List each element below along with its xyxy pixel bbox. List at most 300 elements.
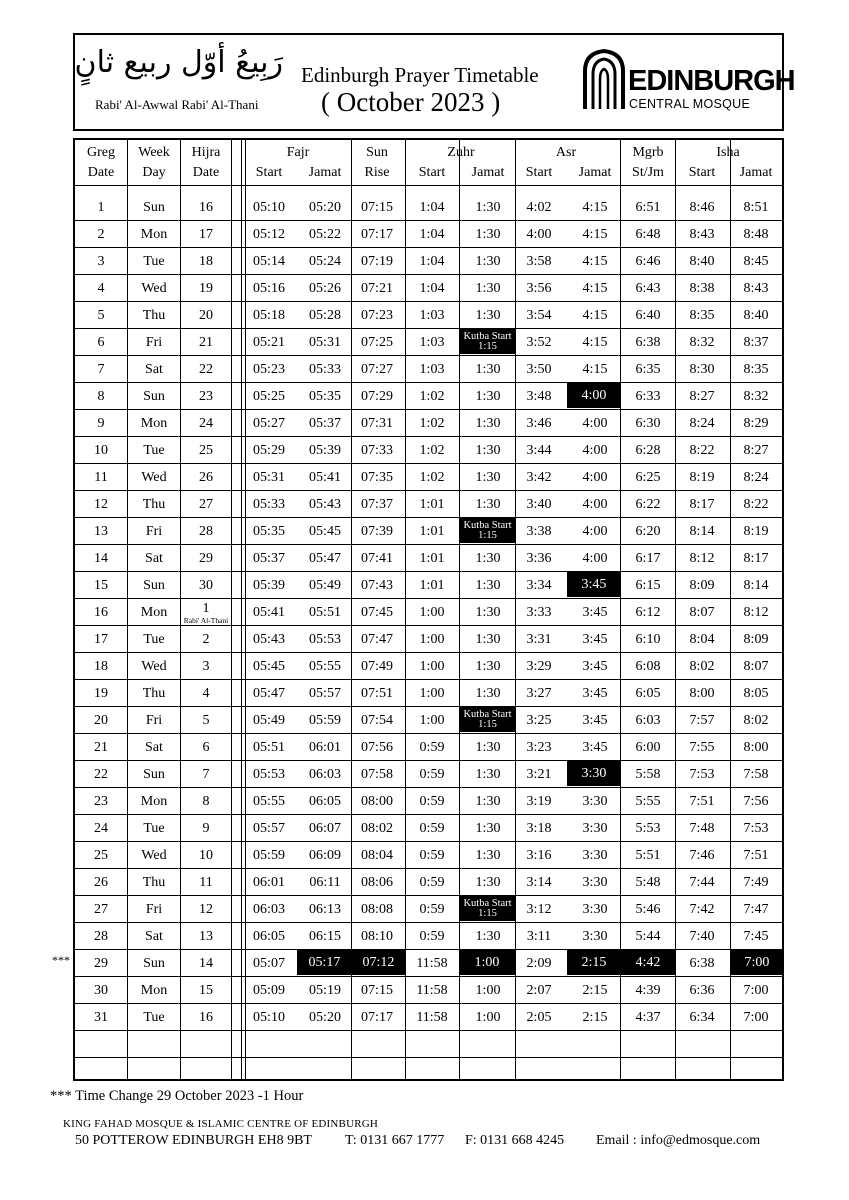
asr-jamat-cell: 3:45 [582,658,608,674]
zuhr-jamat-cell: 1:30 [475,469,501,485]
hijra-date-cell: 22 [199,361,213,377]
fax-number: F: 0131 668 4245 [465,1133,565,1148]
asr-jamat-cell: 4:15 [582,307,608,323]
asr-jamat-cell: 4:15 [582,334,608,350]
kutba-label: Kutba Start [463,330,512,342]
greg-date-cell: 21 [94,739,108,755]
asr-start-cell: 3:23 [526,739,552,755]
isha-start-cell: 8:27 [689,388,715,404]
greg-date-cell: 19 [94,685,108,701]
fajr-jamat-cell: 06:03 [309,766,341,782]
fajr-jamat-cell: 05:33 [309,361,341,377]
row-divider [75,841,782,842]
sunrise-cell: 07:39 [361,523,393,539]
asr-jamat-cell: 3:30 [582,793,608,809]
fajr-jamat-cell: 05:19 [309,982,341,998]
hijra-date-cell: 5 [202,712,210,728]
week-day-cell: Tue [143,820,165,836]
isha-jamat-cell: 8:14 [743,577,769,593]
mosque-logo [578,47,795,115]
header-maghrib: Mgrb [632,145,664,160]
header-fajr-jamat: Jamat [308,165,342,180]
hijra-date-cell: 23 [199,388,213,404]
greg-date-cell: 25 [94,847,108,863]
fajr-jamat-cell: 05:47 [309,550,341,566]
isha-jamat-cell: 8:51 [743,199,769,215]
asr-start-cell: 3:25 [526,712,552,728]
maghrib-highlighted-cell: 4:42 [621,950,675,975]
asr-jamat-cell: 3:45 [582,631,608,647]
asr-start-cell: 3:44 [526,442,552,458]
isha-jamat-cell: 8:29 [743,415,769,431]
greg-date-cell: 17 [94,631,108,647]
column-divider [405,140,406,1079]
asr-start-cell: 3:50 [526,361,552,377]
header-hijra-sub: Date [192,165,220,180]
row-divider [75,301,782,302]
zuhr-jamat-cell: 1:30 [475,496,501,512]
zuhr-jamat-cell: 1:30 [475,766,501,782]
zuhr-jamat-cell: 1:30 [475,577,501,593]
isha-start-cell: 8:35 [689,307,715,323]
header-zuhr-start: Start [418,165,446,180]
sunrise-cell: 07:21 [361,280,393,296]
week-day-cell: Fri [145,712,163,728]
asr-start-cell: 4:02 [526,199,552,215]
hijri-month-names: Rabi' Al-Awwal Rabi' Al-Thani [95,97,259,112]
zuhr-jamat-cell: 1:30 [475,820,501,836]
sunrise-cell: 07:23 [361,307,393,323]
hijra-date-cell: 9 [202,820,210,836]
column-divider [245,140,246,1079]
zuhr-jamat-cell: 1:30 [475,847,501,863]
isha-start-cell: 7:53 [689,766,715,782]
zuhr-jamat-cell: 1:30 [475,658,501,674]
greg-date-cell: 9 [97,415,105,431]
asr-jamat-cell: 2:15 [582,1009,608,1025]
asr-jamat-cell: 4:00 [582,550,608,566]
maghrib-cell: 6:22 [635,496,661,512]
isha-start-cell: 7:48 [689,820,715,836]
maghrib-cell: 5:51 [635,847,661,863]
isha-start-cell: 8:40 [689,253,715,269]
zuhr-start-cell: 1:01 [419,523,445,539]
zuhr-start-cell: 1:00 [419,631,445,647]
row-divider [75,1030,782,1031]
isha-jamat-cell: 8:19 [743,523,769,539]
asr-jamat-highlighted-cell: 2:15 [567,950,621,975]
arabic-month-heading: رَبِيعُ أوّل ربيع ثانٍ [74,45,283,80]
zuhr-jamat-cell: 1:30 [475,631,501,647]
isha-start-cell: 6:38 [689,955,715,971]
fajr-jamat-cell: 05:31 [309,334,341,350]
row-divider [75,355,782,356]
column-divider [351,140,352,1079]
greg-date-cell: 26 [94,874,108,890]
isha-start-cell: 8:24 [689,415,715,431]
zuhr-start-cell: 1:01 [419,577,445,593]
hijra-date-cell: 12 [199,901,213,917]
fajr-jamat-highlighted-cell: 05:17 [297,950,352,975]
phone-number: T: 0131 667 1777 [345,1133,445,1148]
hijra-date-cell: 24 [199,415,213,431]
header-zuhr-jamat: Jamat [471,165,505,180]
asr-jamat-cell: 2:15 [582,982,608,998]
fajr-start-cell: 05:07 [253,955,285,971]
header-zuhr: Zuhr [447,145,475,160]
hijra-date-cell: 16 [199,199,213,215]
isha-start-cell: 8:04 [689,631,715,647]
maghrib-cell: 5:58 [635,766,661,782]
maghrib-cell: 6:10 [635,631,661,647]
isha-jamat-cell: 7:58 [743,766,769,782]
row-divider [75,976,782,977]
isha-jamat-cell: 8:17 [743,550,769,566]
greg-date-cell: 22 [94,766,108,782]
week-day-cell: Wed [141,658,167,674]
fajr-start-cell: 05:23 [253,361,285,377]
isha-start-cell: 6:36 [689,982,715,998]
row-divider [75,490,782,491]
isha-jamat-cell: 8:07 [743,658,769,674]
greg-date-cell: 29 [94,955,108,971]
maghrib-cell: 6:33 [635,388,661,404]
zuhr-jamat-cell: 1:30 [475,739,501,755]
week-day-cell: Tue [143,1009,165,1025]
fajr-jamat-cell: 06:07 [309,820,341,836]
fajr-jamat-cell: 05:59 [309,712,341,728]
isha-jamat-cell: 8:32 [743,388,769,404]
hijra-date-cell: 16 [199,1009,213,1025]
zuhr-start-cell: 1:01 [419,496,445,512]
maghrib-cell: 6:28 [635,442,661,458]
week-day-cell: Mon [140,793,168,809]
sunrise-cell: 07:41 [361,550,393,566]
kutba-label: 1:15 [478,529,497,541]
asr-jamat-cell: 4:00 [582,415,608,431]
zuhr-start-cell: 1:01 [419,550,445,566]
fajr-jamat-cell: 05:55 [309,658,341,674]
header-hijra: Hijra [191,145,221,160]
asr-jamat-cell: 4:00 [582,469,608,485]
greg-date-cell: 14 [94,550,108,566]
kutba-label: 1:15 [478,907,497,919]
sunrise-cell: 08:10 [361,928,393,944]
asr-jamat-cell: 4:00 [582,442,608,458]
row-divider [75,922,782,923]
maghrib-cell: 6:40 [635,307,661,323]
greg-date-cell: 20 [94,712,108,728]
sunrise-cell: 07:58 [361,766,393,782]
fajr-start-cell: 05:49 [253,712,285,728]
hijra-date-cell: 30 [199,577,213,593]
asr-start-cell: 3:40 [526,496,552,512]
column-divider [515,140,516,1079]
zuhr-jamat-cell: 1:30 [475,685,501,701]
zuhr-start-cell: 0:59 [419,874,445,890]
zuhr-start-cell: 1:00 [419,658,445,674]
organisation-name: KING FAHAD MOSQUE & ISLAMIC CENTRE OF EDINBURGH [63,1118,379,1130]
asr-start-cell: 3:48 [526,388,552,404]
row-divider [75,760,782,761]
maghrib-cell: 6:03 [635,712,661,728]
isha-jamat-cell: 8:45 [743,253,769,269]
asr-jamat-cell: 3:45 [582,685,608,701]
header-isha: Isha [716,145,740,160]
zuhr-jamat-cell: 1:30 [475,361,501,377]
asr-jamat-cell: 4:15 [582,226,608,242]
page-title: Edinburgh Prayer Timetable [301,63,539,87]
hijra-date-cell: 13 [199,928,213,944]
fajr-jamat-cell: 06:15 [309,928,341,944]
greg-date-cell: 11 [94,469,108,485]
asr-start-cell: 3:52 [526,334,552,350]
header-fajr-start: Start [255,165,283,180]
isha-start-cell: 7:46 [689,847,715,863]
asr-jamat-cell: 3:45 [582,604,608,620]
hijra-date-cell: 27 [199,496,213,512]
fajr-jamat-cell: 05:24 [309,253,341,269]
isha-jamat-cell: 7:45 [743,928,769,944]
zuhr-jamat-cell: 1:30 [475,442,501,458]
isha-start-cell: 7:40 [689,928,715,944]
zuhr-jamat-cell: 1:00 [475,1009,501,1025]
header-isha-jamat: Jamat [739,165,773,180]
isha-jamat-cell: 8:05 [743,685,769,701]
fajr-jamat-cell: 05:57 [309,685,341,701]
sunrise-cell: 07:43 [361,577,393,593]
zuhr-start-cell: 0:59 [419,766,445,782]
greg-date-cell: 31 [94,1009,108,1025]
week-day-cell: Fri [145,334,163,350]
asr-jamat-cell: 3:30 [582,847,608,863]
zuhr-start-cell: 0:59 [419,793,445,809]
fajr-start-cell: 06:03 [253,901,285,917]
hijra-date-cell: 11 [199,874,213,890]
column-divider [675,140,676,1079]
column-divider [231,140,232,1079]
asr-jamat-cell: 3:30 [582,901,608,917]
fajr-jamat-cell: 05:35 [309,388,341,404]
maghrib-cell: 5:46 [635,901,661,917]
fajr-jamat-cell: 05:53 [309,631,341,647]
week-day-cell: Sat [145,550,163,566]
header-isha-start: Start [688,165,716,180]
isha-jamat-cell: 7:56 [743,793,769,809]
week-day-cell: Tue [143,442,165,458]
maghrib-cell: 6:51 [635,199,661,215]
kutba-label: 1:15 [478,340,497,352]
row-divider [75,652,782,653]
sunrise-highlighted-cell: 07:12 [352,950,405,975]
asr-start-cell: 3:21 [526,766,552,782]
zuhr-start-cell: 1:00 [419,604,445,620]
greg-date-cell: 15 [94,577,108,593]
sunrise-cell: 08:08 [361,901,393,917]
hijra-date-cell: 29 [199,550,213,566]
isha-start-cell: 8:09 [689,577,715,593]
fajr-start-cell: 05:43 [253,631,285,647]
fajr-jamat-cell: 06:05 [309,793,341,809]
hijra-date-cell: 4 [202,685,210,701]
maghrib-cell: 6:08 [635,658,661,674]
fajr-start-cell: 05:25 [253,388,285,404]
row-divider [75,463,782,464]
greg-date-cell: 3 [97,253,105,269]
sunrise-cell: 08:02 [361,820,393,836]
sunrise-cell: 08:06 [361,874,393,890]
sunrise-cell: 07:37 [361,496,393,512]
zuhr-start-cell: 1:00 [419,685,445,701]
isha-start-cell: 7:44 [689,874,715,890]
asr-jamat-cell: 3:45 [582,712,608,728]
row-divider [75,220,782,221]
isha-jamat-cell: 8:43 [743,280,769,296]
maghrib-cell: 6:17 [635,550,661,566]
isha-start-cell: 8:30 [689,361,715,377]
fajr-jamat-cell: 05:20 [309,199,341,215]
kutba-start-badge [460,518,515,543]
week-day-cell: Mon [140,604,168,620]
isha-start-cell: 8:19 [689,469,715,485]
sunrise-cell: 07:31 [361,415,393,431]
isha-start-cell: 7:57 [689,712,715,728]
header-week: Week [138,145,170,160]
header-maghrib-sub: St/Jm [632,165,664,180]
sunrise-cell: 07:56 [361,739,393,755]
asr-start-cell: 3:14 [526,874,552,890]
maghrib-cell: 5:53 [635,820,661,836]
zuhr-jamat-cell: 1:30 [475,199,501,215]
sunrise-cell: 08:04 [361,847,393,863]
fajr-start-cell: 05:18 [253,307,285,323]
maghrib-cell: 6:25 [635,469,661,485]
kutba-start-badge [460,896,515,921]
kutba-start-badge [460,329,515,354]
week-day-cell: Fri [145,901,163,917]
greg-date-cell: 27 [94,901,108,917]
zuhr-start-cell: 1:03 [419,361,445,377]
time-change-marker: *** [52,953,70,967]
sunrise-cell: 07:27 [361,361,393,377]
logo-subtitle: CENTRAL MOSQUE [629,97,751,111]
greg-date-cell: 7 [97,361,105,377]
asr-jamat-cell: 3:45 [582,739,608,755]
header-asr: Asr [555,145,577,160]
week-day-cell: Sun [143,388,165,404]
zuhr-start-cell: 1:02 [419,442,445,458]
header-fajr: Fajr [286,145,310,160]
week-day-cell: Sun [143,577,165,593]
address: 50 POTTEROW EDINBURGH EH8 9BT [75,1133,312,1148]
maghrib-cell: 6:05 [635,685,661,701]
greg-date-cell: 4 [97,280,105,296]
asr-start-cell: 3:29 [526,658,552,674]
asr-start-cell: 2:05 [526,1009,552,1025]
week-day-cell: Sat [145,928,163,944]
greg-date-cell: 24 [94,820,108,836]
isha-jamat-cell: 8:27 [743,442,769,458]
fajr-jamat-cell: 05:49 [309,577,341,593]
isha-start-cell: 6:34 [689,1009,715,1025]
isha-jamat-cell: 8:09 [743,631,769,647]
zuhr-jamat-cell: 1:30 [475,280,501,296]
maghrib-cell: 5:48 [635,874,661,890]
asr-start-cell: 3:34 [526,577,552,593]
isha-start-cell: 7:55 [689,739,715,755]
isha-start-cell: 8:14 [689,523,715,539]
zuhr-jamat-cell: 1:30 [475,388,501,404]
asr-start-cell: 3:16 [526,847,552,863]
hijra-date-cell: 6 [202,739,210,755]
zuhr-start-cell: 0:59 [419,847,445,863]
fajr-start-cell: 05:35 [253,523,285,539]
fajr-start-cell: 05:10 [253,1009,285,1025]
kutba-label: 1:15 [478,718,497,730]
fajr-start-cell: 05:27 [253,415,285,431]
row-divider [75,1057,782,1058]
asr-jamat-highlighted-cell: 3:45 [567,572,621,597]
sunrise-cell: 07:35 [361,469,393,485]
zuhr-start-cell: 1:03 [419,307,445,323]
week-day-cell: Mon [140,415,168,431]
fajr-jamat-cell: 06:09 [309,847,341,863]
row-divider [75,895,782,896]
asr-jamat-cell: 4:15 [582,199,608,215]
row-divider [75,247,782,248]
greg-date-cell: 2 [97,226,105,242]
sunrise-cell: 07:15 [361,982,393,998]
row-divider [75,409,782,410]
maghrib-cell: 6:46 [635,253,661,269]
greg-date-cell: 23 [94,793,108,809]
column-divider [730,140,731,1079]
fajr-start-cell: 05:09 [253,982,285,998]
zuhr-start-cell: 1:04 [419,199,445,215]
row-divider [75,571,782,572]
row-divider [75,814,782,815]
maghrib-cell: 4:37 [635,1009,661,1025]
fajr-jamat-cell: 06:13 [309,901,341,917]
fajr-jamat-cell: 05:37 [309,415,341,431]
sunrise-cell: 07:17 [361,1009,393,1025]
week-day-cell: Mon [140,226,168,242]
row-divider [75,787,782,788]
hijra-date-cell: 17 [199,226,213,242]
asr-jamat-cell: 4:15 [582,253,608,269]
asr-jamat-cell: 4:15 [582,361,608,377]
asr-start-cell: 3:58 [526,253,552,269]
week-day-cell: Sun [143,955,165,971]
fajr-start-cell: 05:29 [253,442,285,458]
zuhr-start-cell: 11:58 [416,982,448,998]
isha-jamat-cell: 8:40 [743,307,769,323]
isha-jamat-cell: 8:22 [743,496,769,512]
column-divider [127,140,128,1079]
greg-date-cell: 12 [94,496,108,512]
isha-jamat-cell: 7:00 [743,1009,769,1025]
fajr-start-cell: 05:51 [253,739,285,755]
hijra-date-cell: 28 [199,523,213,539]
fajr-start-cell: 05:33 [253,496,285,512]
asr-start-cell: 3:27 [526,685,552,701]
fajr-jamat-cell: 05:43 [309,496,341,512]
fajr-start-cell: 05:55 [253,793,285,809]
fajr-start-cell: 05:39 [253,577,285,593]
zuhr-jamat-cell: 1:30 [475,604,501,620]
hijri-month-change-label: Rabi' Al-Thani [183,615,229,625]
zuhr-start-cell: 11:58 [416,1009,448,1025]
